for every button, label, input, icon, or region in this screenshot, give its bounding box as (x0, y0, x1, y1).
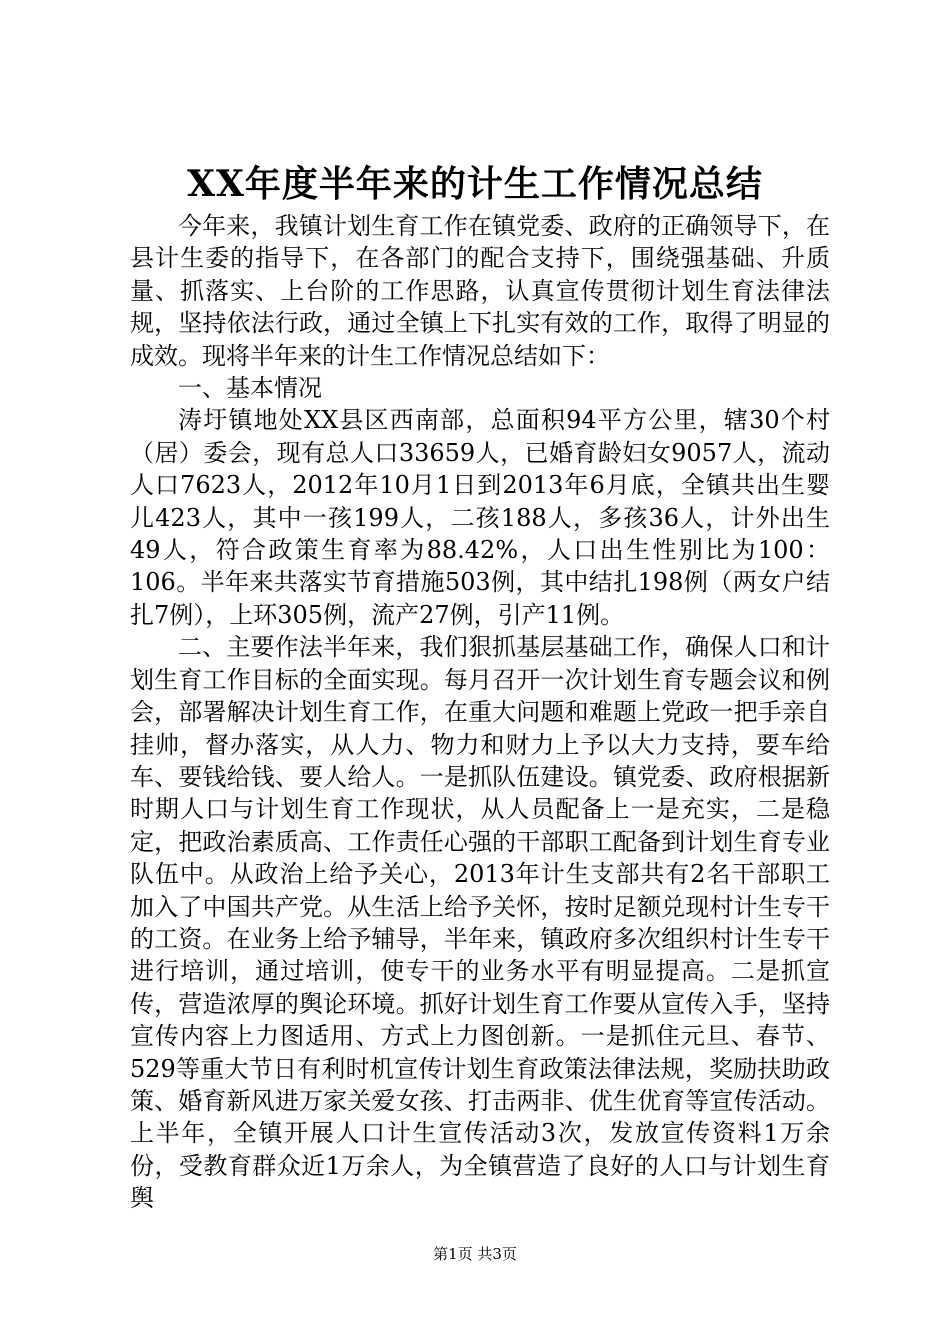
page-number-footer: 第1页 共3页 (433, 1245, 517, 1263)
document-title: XX年度半年来的计生工作情况总结 (187, 163, 763, 205)
document-body (130, 210, 830, 1215)
paragraph-basic-situation: 涛圩镇地处XX县区西南部，总面积94平方公里，辖30个村（居）委会，现有总人口33659人，已婚育龄妇女9057人，流动人口7623人，2012年10月1日到2013年6月底，全镇共出生婴儿423人，其中一孩199人，二孩188人，多孩36人，计外出生49人，符合政策生育率为88.42%，人口出生性别比为100：106。半年来共落实节育措施503例，其中结扎198例（两女户结扎7例），上环305例，流产27例，引产11例。 (130, 406, 830, 629)
paragraph-main-practices: 二、主要作法半年来，我们狠抓基层基础工作，确保人口和计划生育工作目标的全面实现。每月召开一次计划生育专题会议和例会，部署解决计划生育工作，在重大问题和难题上党政一把手亲自挂帅，督办落实，从人力、物力和财力上予以大力支持，要车给车、要钱给钱、要人给人。一是抓队伍建设。镇党委、政府根据新时期人口与计划生育工作现状，从人员配备上一是充实，二是稳定，把政治素质高、工作责任心强的干部职工配备到计划生育专业队伍中。从政治上给予关心，2013年计生支部共有2名干部职工加入了中国共产党。从生活上给予关怀，按时足额兑现村计生专干的工资。在业务上给予辅导，半年来，镇政府多次组织村计生专干进行培训，通过培训，使专干的业务水平有明显提高。二是抓宣传，营造浓厚的舆论环境。抓好计划生育工作要从宣传入手，坚持宣传内容上力图适用、方式上力图创新。一是抓住元旦、春节、529等重大节日有利时机宣传计划生育政策法律法规，奖励扶助政策、婚育新风进万家关爱女孩、打击两非、优生优育等宣传活动。上半年，全镇开展人口计生宣传活动3次，发放宣传资料1万余份，受教育群众近1万余人，为全镇营造了良好的人口与计划生育舆 (130, 633, 830, 1213)
paragraph-intro: 今年来，我镇计划生育工作在镇党委、政府的正确领导下，在县计生委的指导下，在各部门的配合支持下，围绕强基础、升质量、抓落实、上台阶的工作思路，认真宣传贯彻计划生育法律法规，坚持依法行政，通过全镇上下扎实有效的工作，取得了明显的成效。现将半年来的计生工作情况总结如下： (130, 212, 830, 370)
section-heading-basic-situation: 一、基本情况 (178, 374, 322, 403)
